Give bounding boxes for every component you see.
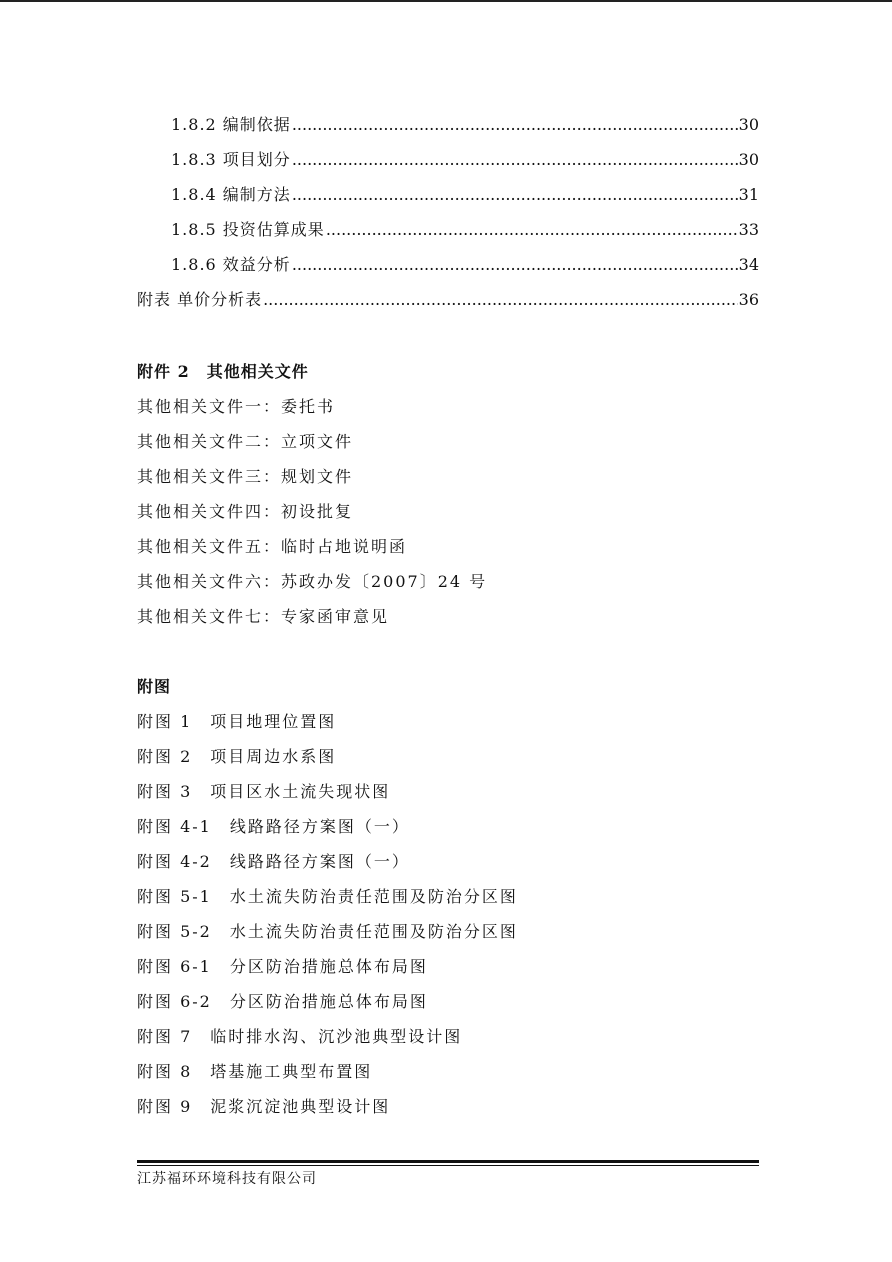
figures-section <box>137 669 777 1124</box>
toc-entry[interactable] <box>137 287 759 322</box>
figure-item: 附图 4-1 线路路径方案图（一） <box>137 817 410 836</box>
figure-item: 附图 3 项目区水土流失现状图 <box>137 782 391 801</box>
toc-leader-dots <box>292 255 738 274</box>
toc-entry-label: 1.8.2 编制依据 <box>171 115 291 134</box>
toc-leader-dots <box>326 220 738 239</box>
toc-entry-label: 1.8.6 效益分析 <box>171 255 291 274</box>
attachment-item: 其他相关文件一：委托书 <box>137 397 336 416</box>
footer-rule <box>137 1160 759 1163</box>
toc-leader-dots <box>292 115 738 134</box>
figure-item: 附图 2 项目周边水系图 <box>137 747 337 766</box>
figure-item: 附图 6-1 分区防治措施总体布局图 <box>137 957 428 976</box>
toc-entry[interactable] <box>137 217 759 252</box>
toc-entry-page: 30 <box>738 150 759 169</box>
toc-entry-label: 1.8.5 投资估算成果 <box>171 220 325 239</box>
figures-title: 附图 <box>137 677 172 696</box>
figure-item: 附图 5-2 水土流失防治责任范围及防治分区图 <box>137 922 518 941</box>
toc-entry-page: 30 <box>738 115 759 134</box>
attachment-item: 其他相关文件五：临时占地说明函 <box>137 537 408 556</box>
toc-entry-label: 附表 单价分析表 <box>137 290 263 309</box>
toc-entry-page: 34 <box>738 255 759 274</box>
attachment-item: 其他相关文件二：立项文件 <box>137 432 354 451</box>
attachment-2-title: 附件 2 其他相关文件 <box>137 362 309 381</box>
toc-entry[interactable] <box>137 147 759 182</box>
toc-entry-page: 36 <box>738 290 759 309</box>
footer-rule-thin <box>137 1165 759 1166</box>
toc-leader-dots <box>292 185 738 204</box>
attachment-2-section <box>137 354 777 634</box>
footer-company: 江苏福环环境科技有限公司 <box>137 1171 317 1187</box>
attachment-item: 其他相关文件四：初设批复 <box>137 502 354 521</box>
toc-leader-dots <box>292 150 738 169</box>
toc-entry[interactable] <box>137 182 759 217</box>
figure-item: 附图 1 项目地理位置图 <box>137 712 337 731</box>
toc-entry[interactable] <box>137 252 759 287</box>
figure-item: 附图 8 塔基施工典型布置图 <box>137 1062 373 1081</box>
figure-item: 附图 7 临时排水沟、沉沙池典型设计图 <box>137 1027 463 1046</box>
figure-item: 附图 4-2 线路路径方案图（一） <box>137 852 410 871</box>
attachment-item: 其他相关文件七：专家函审意见 <box>137 607 390 626</box>
page-top-border <box>0 0 892 2</box>
figure-item: 附图 6-2 分区防治措施总体布局图 <box>137 992 428 1011</box>
toc-entry[interactable] <box>137 112 759 147</box>
toc-entry-label: 1.8.3 项目划分 <box>171 150 291 169</box>
table-of-contents <box>137 112 759 322</box>
figure-item: 附图 9 泥浆沉淀池典型设计图 <box>137 1097 391 1116</box>
toc-entry-page: 33 <box>738 220 759 239</box>
toc-entry-label: 1.8.4 编制方法 <box>171 185 291 204</box>
figure-item: 附图 5-1 水土流失防治责任范围及防治分区图 <box>137 887 518 906</box>
toc-entry-page: 31 <box>738 185 759 204</box>
attachment-item: 其他相关文件三：规划文件 <box>137 467 354 486</box>
attachment-item: 其他相关文件六：苏政办发〔2007〕24 号 <box>137 572 488 591</box>
toc-leader-dots <box>263 290 738 309</box>
